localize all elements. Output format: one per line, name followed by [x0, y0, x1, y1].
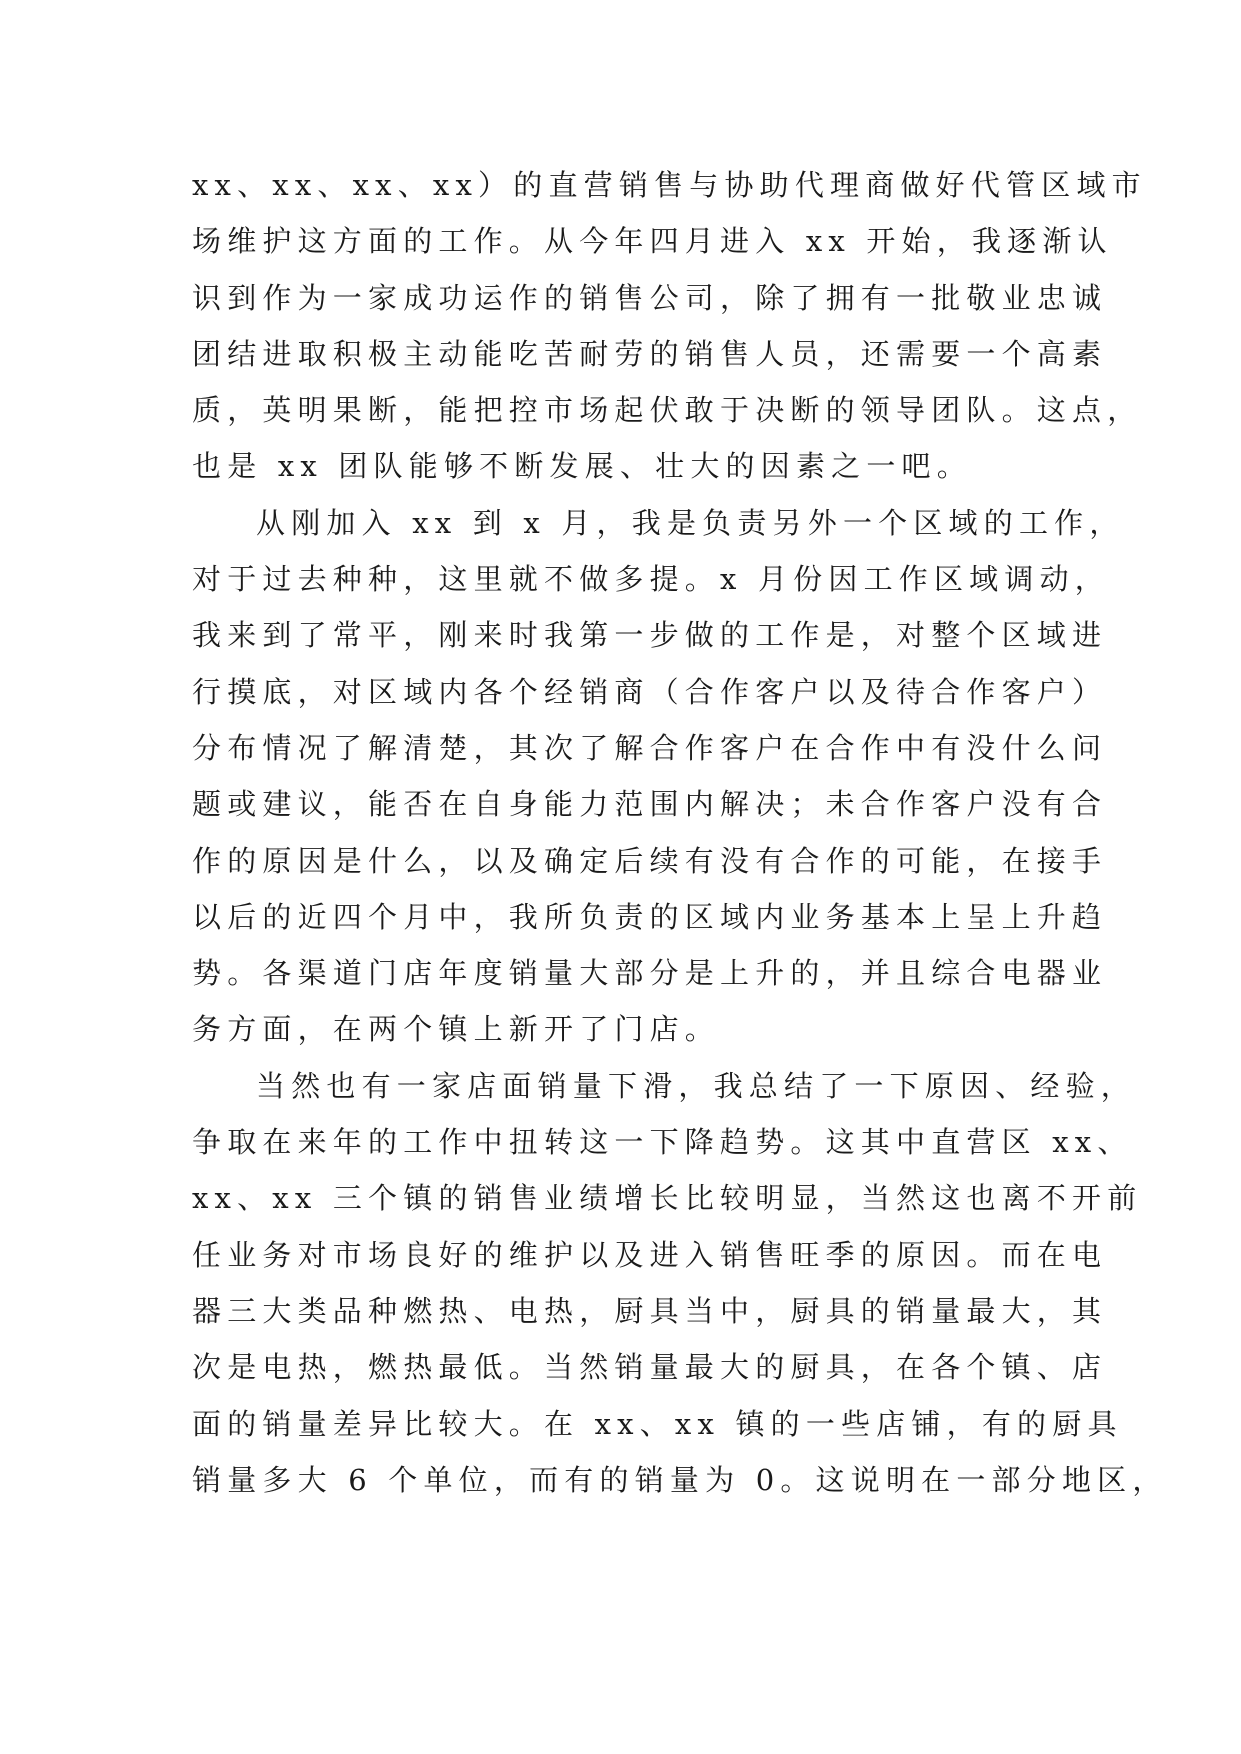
text-line: 面的销量差异比较大。在 xx、xx 镇的一些店铺，有的厨具: [192, 1406, 1123, 1441]
text-line: 争取在来年的工作中扭转这一下降趋势。这其中直营区 xx、: [192, 1125, 1133, 1160]
text-line: 场维护这方面的工作。从今年四月进入 xx 开始，我逐渐认: [192, 224, 1113, 259]
paragraph-first-line: 从刚加入 xx 到 x 月，我是负责另外一个区域的工作，: [256, 505, 1125, 540]
text-line: 势。各渠道门店年度销量大部分是上升的，并且综合电器业: [192, 956, 1108, 991]
text-line: 行摸底，对区域内各个经销商（合作客户以及待合作客户）: [192, 674, 1108, 709]
text-line: 销量多大 6 个单位，而有的销量为 0。这说明在一部分地区，: [192, 1462, 1168, 1497]
text-line: 团结进取积极主动能吃苦耐劳的销售人员，还需要一个高素: [192, 336, 1108, 371]
text-line: 对于过去种种，这里就不做多提。x 月份因工作区域调动，: [192, 562, 1110, 597]
body-text: [192, 157, 1168, 1508]
text-line: 务方面，在两个镇上新开了门店。: [192, 1012, 721, 1047]
text-line: 识到作为一家成功运作的销售公司，除了拥有一批敬业忠诚: [192, 280, 1108, 315]
text-line: xx、xx 三个镇的销售业绩增长比较明显，当然这也离不开前: [192, 1181, 1143, 1216]
text-line: 也是 xx 团队能够不断发展、壮大的因素之一吧。: [192, 449, 972, 484]
text-line: 以后的近四个月中，我所负责的区域内业务基本上呈上升趋: [192, 899, 1108, 934]
text-line: 题或建议，能否在自身能力范围内解决；未合作客户没有合: [192, 787, 1108, 822]
text-line: xx、xx、xx、xx）的直营销售与协助代理商做好代管区域市: [192, 168, 1147, 202]
text-line: 质，英明果断，能把控市场起伏敢于决断的领导团队。这点，: [192, 393, 1143, 428]
text-line: 我来到了常平，刚来时我第一步做的工作是，对整个区域进: [192, 618, 1108, 653]
text-line: 作的原因是什么，以及确定后续有没有合作的可能，在接手: [192, 843, 1108, 878]
text-line: 器三大类品种燃热、电热，厨具当中，厨具的销量最大，其: [192, 1293, 1108, 1328]
text-line: 次是电热，燃热最低。当然销量最大的厨具，在各个镇、店: [192, 1350, 1108, 1385]
paragraph-first-line: 当然也有一家店面销量下滑，我总结了一下原因、经验，: [256, 1068, 1137, 1103]
text-line: 任业务对市场良好的维护以及进入销售旺季的原因。而在电: [192, 1237, 1108, 1272]
text-line: 分布情况了解清楚，其次了解合作客户在合作中有没什么问: [192, 730, 1108, 765]
